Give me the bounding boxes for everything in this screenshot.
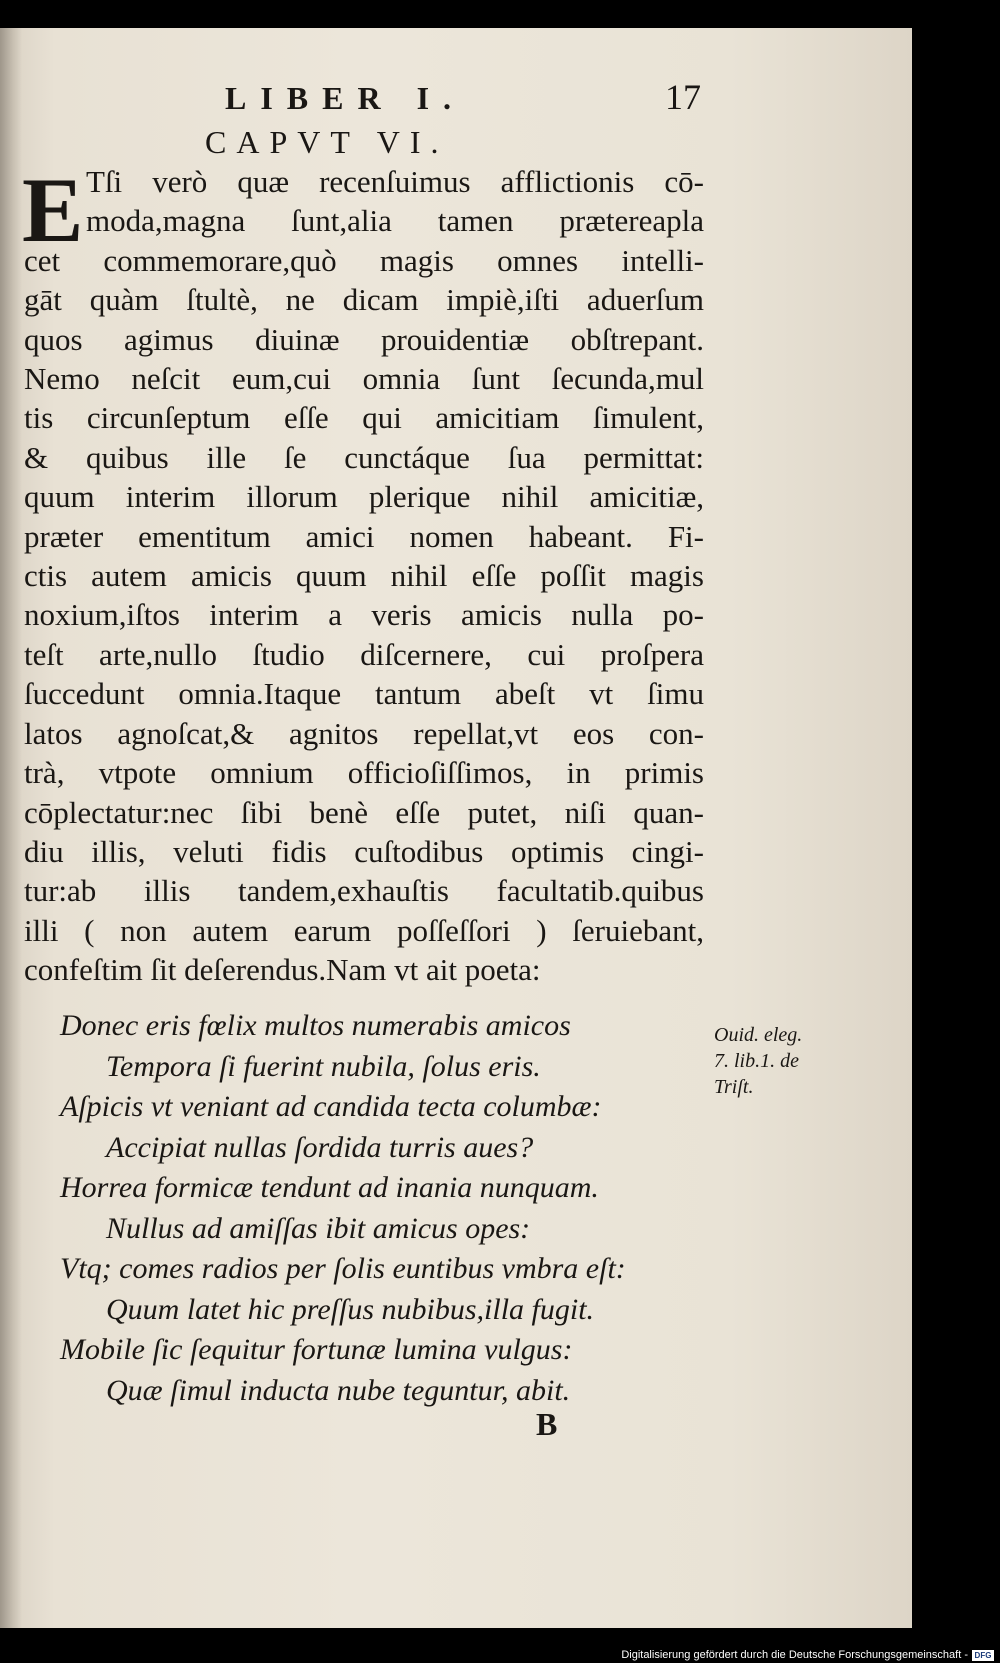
page-number: 17 [665,77,701,117]
text-line: ctis autem amicis quum nihil eſſe poſſit magis [24,558,704,594]
text-line: teſt arte,nullo ſtudio diſcernere, cui proſpera [24,636,704,672]
text-line: gāt quàm ſtultè, ne dicam impiè,iſti aduerſum [24,282,704,318]
text-line: confeſtim ſit deſerendus.Nam vt ait poeta: [24,952,541,988]
text-line: moda,magna ſunt,alia tamen prætereapla [86,203,704,239]
verse-quotation [60,1006,720,1411]
dfg-logo: DFG [972,1650,994,1661]
drop-cap: E [22,159,84,261]
text-line: trà, vtpote omnium officioſiſſimos, in primis [24,755,704,791]
text-line: Tſi verò quæ recenſuimus afflictionis cō- [86,164,704,199]
page-gutter-shadow [0,28,22,1628]
verse-line: Tempora ſi fuerint nubila, ſolus eris. [106,1049,541,1083]
verse-line: Donec eris fœlix multos numerabis amicos [60,1009,571,1042]
marginal-note [714,1022,834,1100]
body-text [22,159,704,990]
marginal-note-line: Ouid. eleg. [714,1024,803,1046]
text-line: Nemo neſcit eum,cui omnia ſunt ſecunda,mul [24,361,704,397]
verse-line: Quum latet hic preſſus nubibus,illa fugit. [106,1292,595,1326]
marginal-note-line: 7. lib.1. de [714,1050,799,1072]
catchword: B [536,1406,558,1442]
text-line: cet commemorare,quò magis omnes intelli- [24,242,704,278]
text-line: & quibus ille ſe cunctáque ſua permittat: [24,439,704,475]
chapter-heading: CAPVT VI. [205,124,449,160]
verse-line: Quæ ſimul inducta nube teguntur, abit. [106,1373,571,1407]
digitization-credit [621,1649,994,1661]
verse-line: Aſpicis vt veniant ad candida tecta columbæ: [60,1090,602,1123]
verse-line: Vtq; comes radios per ſolis euntibus vmbra eſt: [60,1252,626,1285]
text-line: noxium,iſtos interim a veris amicis nulla po- [24,597,704,633]
credit-text: Digitalisierung gefördert durch die Deutsche Forschungsgemeinschaft - [621,1649,968,1661]
verse-line: Horrea formicæ tendunt ad inania nunquam. [60,1171,599,1204]
text-line: diu illis, veluti fidis cuſtodibus optimis cingi- [24,833,704,869]
text-line: ſuccedunt omnia.Itaque tantum abeſt vt ſimu [24,676,704,712]
text-line: latos agnoſcat,& agnitos repellat,vt eos con- [24,715,704,751]
text-line: cōplectatur:nec ſibi benè eſſe putet, niſi quan- [24,794,704,830]
text-line: quum interim illorum plerique nihil amicitiæ, [24,479,704,515]
text-line: tur:ab illis tandem,exhauſtis facultatib.quibus [24,873,704,909]
verse-line: Accipiat nullas ſordida turris aues? [106,1130,534,1164]
marginal-note-line: Triſt. [714,1076,754,1098]
text-line: quos agimus diuinæ prouidentiæ obſtrepant. [24,321,704,357]
verse-line: Mobile ſic ſequitur fortunæ lumina vulgus: [60,1333,573,1366]
book-page [0,28,912,1628]
text-line: præter ementitum amici nomen habeant. Fi- [24,518,704,554]
running-head: LIBER I. [225,80,466,116]
verse-line: Nullus ad amiſſas ibit amicus opes: [106,1211,531,1245]
text-line: tis circunſeptum eſſe qui amicitiam ſimulent, [24,400,704,436]
text-line: illi ( non autem earum poſſeſſori ) ſeruiebant, [24,912,704,948]
